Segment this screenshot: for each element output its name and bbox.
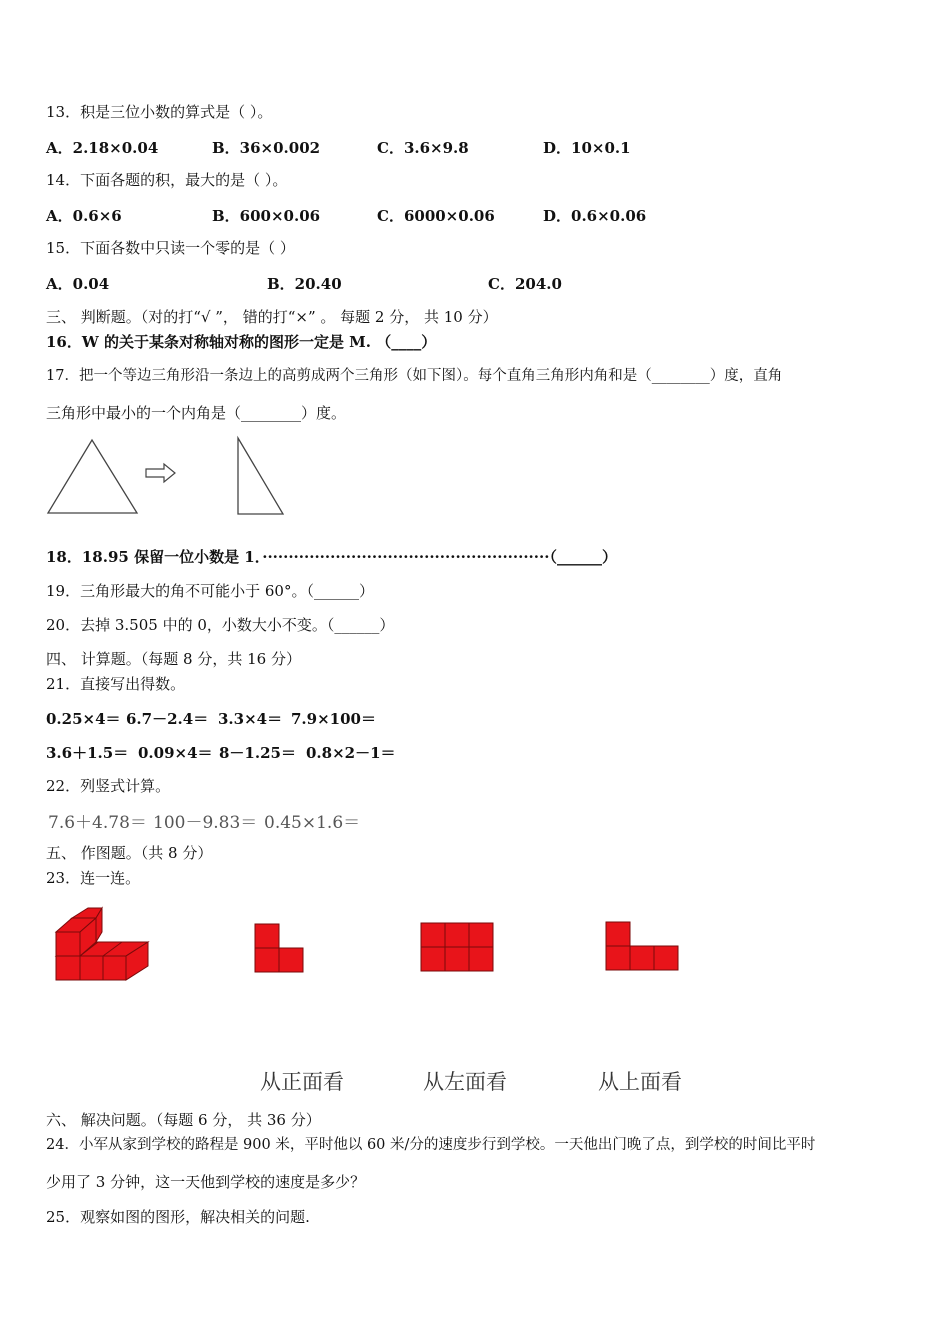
equilateral-triangle [48, 440, 137, 513]
q21-stem: 21．直接写出得数。 [46, 675, 186, 693]
q21-r1-c3: 3.3×4＝ [218, 710, 283, 728]
q13-option-b: B．36×0.002 [212, 139, 321, 157]
q17-line2: 三角形中最小的一个内角是（________）度。 [46, 404, 347, 422]
q18: 18．18.95 保留一位小数是 1．·······················································（______） [46, 548, 617, 566]
q21-r1-c1: 0.25×4＝ [46, 710, 121, 728]
q21-r1-c4: 7.9×100＝ [291, 710, 376, 728]
q14-option-a: A．0.6×6 [46, 207, 122, 225]
q20: 20．去掉 3.505 中的 0，小数大小不变。（______） [46, 616, 395, 634]
q24-line1: 24．小军从家到学校的路程是 900 米，平时他以 60 米/分的速度步行到学校。一天他出门晚了点，到学校的时间比平时 [46, 1137, 816, 1153]
q17-figure [44, 434, 304, 524]
q15-option-a: A．0.04 [46, 275, 110, 293]
q14-stem: 14．下面各题的积，最大的是（ ）。 [46, 171, 288, 189]
label-left-view: 从左面看 [423, 1070, 507, 1094]
q21-r2-c3: 8－1.25＝ [219, 744, 296, 762]
label-front-view: 从正面看 [260, 1070, 344, 1094]
q15-option-c: C．204.0 [488, 275, 562, 293]
view-l-shape [254, 922, 306, 974]
section-5-heading: 五、 作图题。（共 8 分） [46, 844, 213, 862]
view-3x2-grid [420, 922, 496, 974]
q14-option-c: C．6000×0.06 [377, 207, 495, 225]
q23-stem: 23．连一连。 [46, 869, 141, 887]
q13-stem: 13．积是三位小数的算式是（ ）。 [46, 103, 273, 121]
q15-stem: 15．下面各数中只读一个零的是（ ） [46, 239, 295, 257]
q21-r2-c4: 0.8×2－1＝ [306, 744, 396, 762]
q21-r1-c2: 6.7－2.4＝ [126, 710, 209, 728]
q25: 25．观察如图的图形，解决相关的问题. [46, 1208, 310, 1226]
q24-line2: 少用了 3 分钟，这一天他到学校的速度是多少？ [46, 1173, 366, 1191]
q16: 16．W 的关于某条对称轴对称的图形一定是 M. （____） [46, 333, 437, 351]
right-arrow-icon [146, 464, 175, 482]
q22-expr-2: 100－9.83＝ [153, 813, 258, 833]
section-6-heading: 六、 解决问题。（每题 6 分， 共 36 分） [46, 1111, 321, 1129]
q15-option-b: B．20.40 [267, 275, 342, 293]
cube-stack-3d [50, 906, 160, 986]
section-4-heading: 四、 计算题。（每题 8 分，共 16 分） [46, 650, 301, 668]
q21-r2-c2: 0.09×4＝ [138, 744, 213, 762]
q21-r2-c1: 3.6＋1.5＝ [46, 744, 129, 762]
q13-option-c: C．3.6×9.8 [377, 139, 469, 157]
right-triangle [238, 438, 283, 514]
q13-option-a: A．2.18×0.04 [46, 139, 159, 157]
section-3-heading: 三、 判断题。（对的打“√ ”， 错的打“×” 。 每题 2 分， 共 10 分） [46, 308, 498, 326]
q22-expr-3: 0.45×1.6＝ [264, 813, 361, 833]
q19: 19．三角形最大的角不可能小于 60°。（______） [46, 582, 374, 600]
q22-expr-1: 7.6＋4.78＝ [48, 813, 147, 833]
view-long-l-shape [605, 920, 681, 972]
q17-line1: 17．把一个等边三角形沿一条边上的高剪成两个三角形（如下图）。每个直角三角形内角和是（________）度，直角 [46, 368, 783, 384]
q22-stem: 22．列竖式计算。 [46, 777, 171, 795]
q13-option-d: D．10×0.1 [543, 139, 631, 157]
label-top-view: 从上面看 [598, 1070, 682, 1094]
q14-option-b: B．600×0.06 [212, 207, 321, 225]
q14-option-d: D．0.6×0.06 [543, 207, 647, 225]
